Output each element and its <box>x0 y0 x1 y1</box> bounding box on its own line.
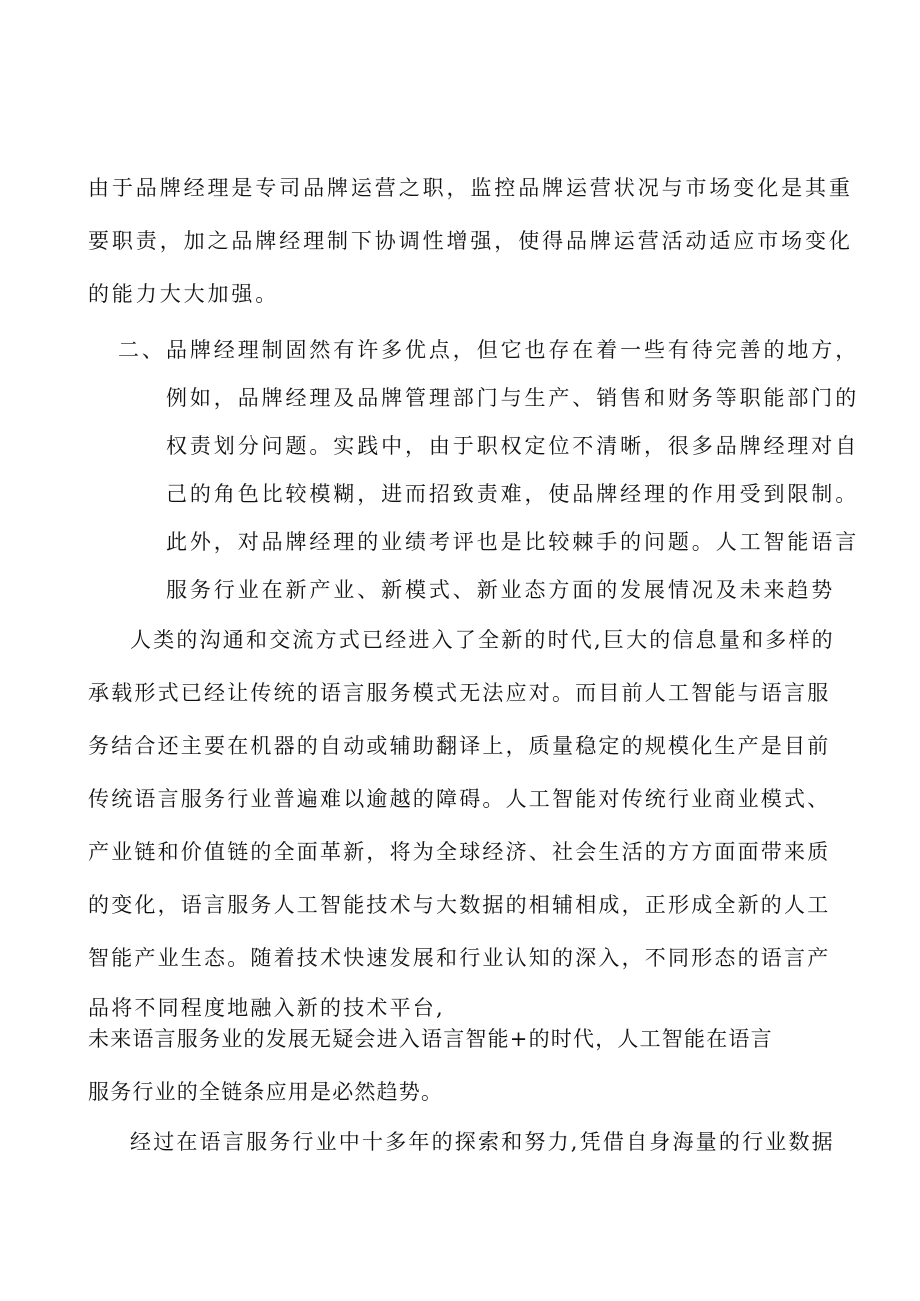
paragraph-3-line-5: 产业链和价值链的全面革新，将为全球经济、社会生活的方方面面带来质 <box>88 840 831 864</box>
paragraph-3-line-1: 人类的沟通和交流方式已经进入了全新的时代,巨大的信息量和多样的 <box>130 628 835 652</box>
paragraph-4-line-2: 服务行业的全链条应用是必然趋势。 <box>88 1080 444 1104</box>
section-2-line-5: 此外，对品牌经理的业绩考评也是比较棘手的问题。人工智能语言 <box>166 530 860 554</box>
section-2-line-2: 例如，品牌经理及品牌管理部门与生产、销售和财务等职能部门的 <box>166 386 860 410</box>
paragraph-3-line-6: 的变化，语言服务人工智能技术与大数据的相辅相成，正形成全新的人工 <box>88 893 831 917</box>
section-2-line-6: 服务行业在新产业、新模式、新业态方面的发展情况及未来趋势 <box>166 578 836 602</box>
paragraph-3-line-8: 品将不同程度地融入新的技术平台, <box>88 996 445 1020</box>
paragraph-3-line-4: 传统语言服务行业普遍难以逾越的障碍。人工智能对传统行业商业模式、 <box>88 787 831 811</box>
paragraph-4-line-1: 未来语言服务业的发展无疑会进入语言智能+的时代，人工智能在语言 <box>88 1027 773 1051</box>
paragraph-3-line-3: 务结合还主要在机器的自动或辅助翻译上，质量稳定的规模化生产是目前 <box>88 734 831 758</box>
section-2-line-3: 权责划分问题。实践中，由于职权定位不清晰，很多品牌经理对自 <box>166 434 860 458</box>
paragraph-1-line-1: 由于品牌经理是专司品牌运营之职，监控品牌运营状况与市场变化是其重 <box>88 176 853 200</box>
paragraph-1-line-3: 的能力大大加强。 <box>88 282 280 306</box>
section-2-number: 二、 <box>118 338 166 362</box>
paragraph-5-line-1: 经过在语言服务行业中十多年的探索和努力,凭借自身海量的行业数据 <box>130 1130 835 1154</box>
paragraph-3-line-7: 智能产业生态。随着技术快速发展和行业认知的深入，不同形态的语言产 <box>88 946 831 970</box>
paragraph-1-line-2: 要职责，加之品牌经理制下协调性增强，使得品牌运营活动适应市场变化 <box>88 229 853 253</box>
section-2-line-1: 品牌经理制固然有许多优点，但它也存在着一些有待完善的地方， <box>166 338 860 362</box>
section-2-line-4: 己的角色比较模糊，进而招致责难，使品牌经理的作用受到限制。 <box>166 482 860 506</box>
paragraph-3-line-2: 承载形式已经让传统的语言服务模式无法应对。而目前人工智能与语言服 <box>88 681 831 705</box>
